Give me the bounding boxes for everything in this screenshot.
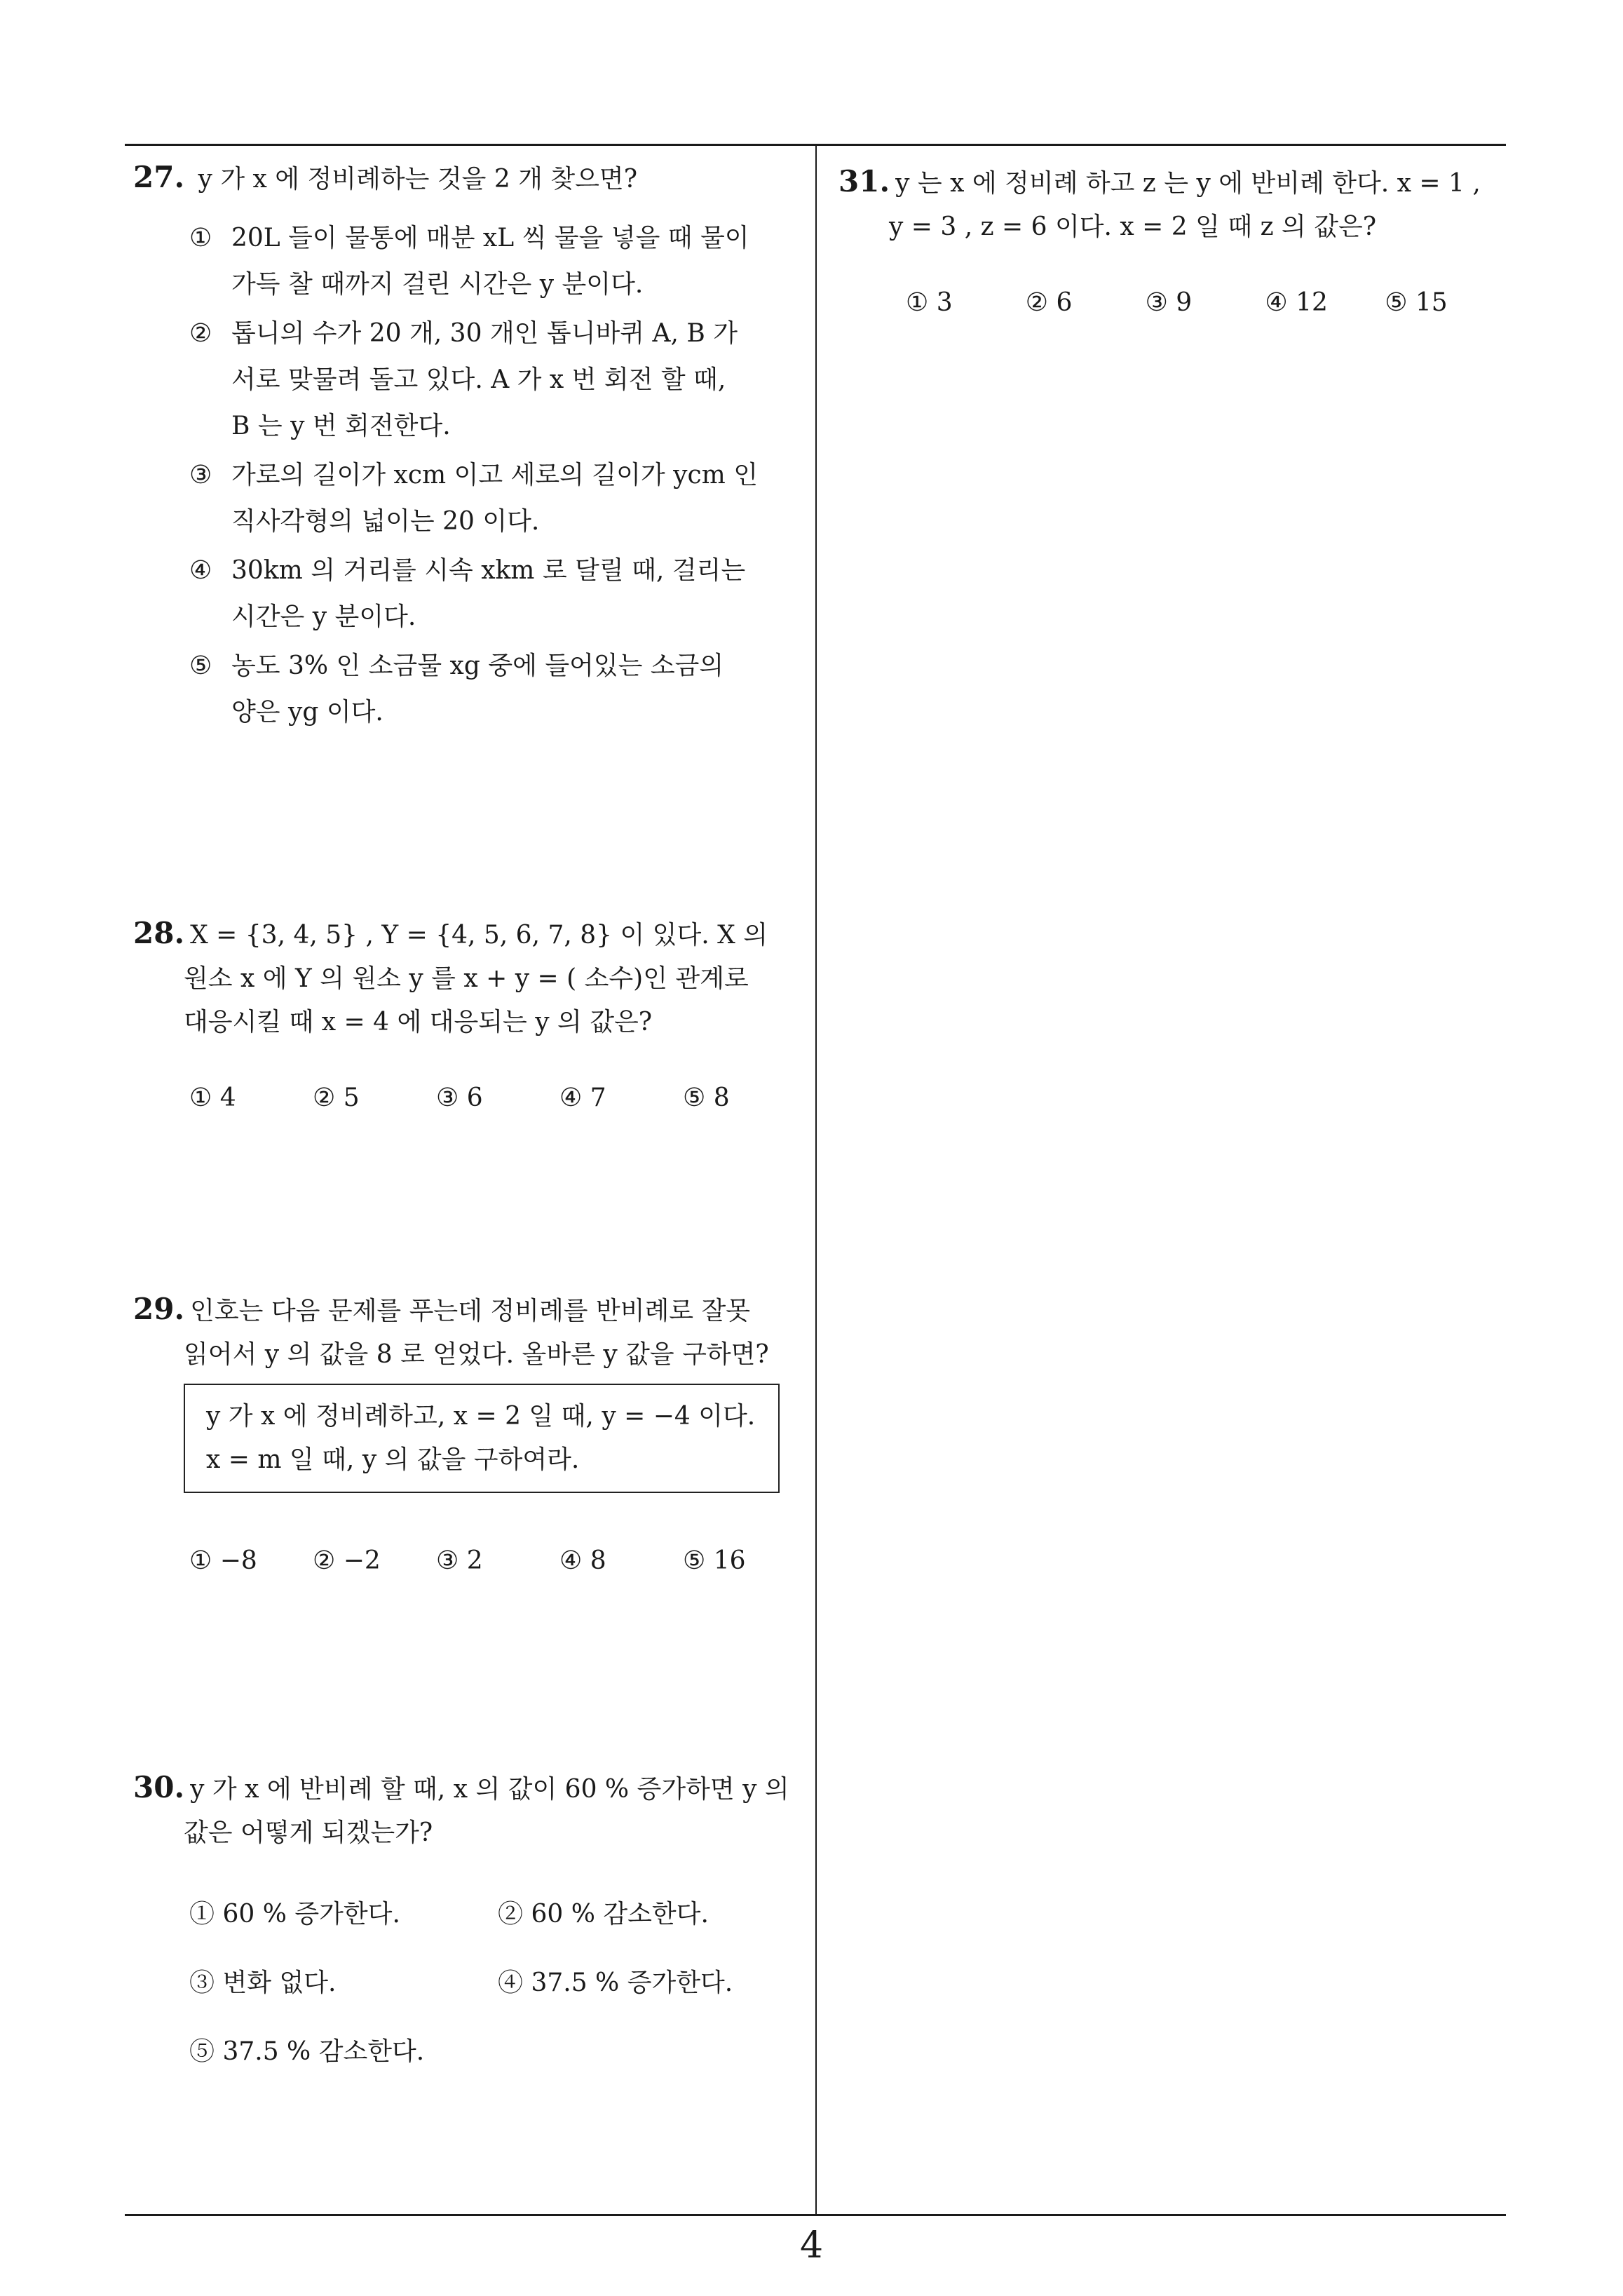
stem-line: 인호는 다음 문제를 푸는데 정비례를 반비례로 잘못 xyxy=(190,1297,751,1325)
question-27-stem-line xyxy=(133,156,806,201)
option-text: 직사각형의 넓이는 20 이다. xyxy=(231,507,540,536)
option-text: B 는 y 번 회전한다. xyxy=(231,412,451,440)
stem-line: 대응시킬 때 x = 4 에 대응되는 y 의 값은? xyxy=(184,1008,653,1036)
stem-line: y 가 x 에 반비례 할 때, x 의 값이 60 % 증가하면 y 의 xyxy=(190,1775,789,1804)
q30-choice-2[interactable]: ② 60 % 감소한다. xyxy=(498,1900,709,1929)
option-text: 서로 맞물려 돌고 있다. A 가 x 번 회전 할 때, xyxy=(231,365,726,394)
option-text: 20L 들이 물통에 매분 xL 씩 물을 넣을 때 물이 xyxy=(231,224,749,252)
q31-choice-3[interactable]: ③ 9 xyxy=(1145,288,1193,317)
q28-choices xyxy=(189,1076,806,1120)
stem-line: 읽어서 y 의 값을 8 로 얻었다. 올바른 y 값을 구하면? xyxy=(184,1340,769,1369)
question-number: 31. xyxy=(838,164,890,198)
option-text: 가로의 길이가 xcm 이고 세로의 길이가 ycm 인 xyxy=(231,461,758,489)
question-stem: y 가 x 에 정비례하는 것을 2 개 찾으면? xyxy=(198,165,638,194)
q31-choice-2[interactable]: ② 6 xyxy=(1025,288,1073,317)
question-29-stem xyxy=(133,1288,806,1333)
question-27 xyxy=(133,156,806,736)
option-text: 가득 찰 때까지 걸린 시간은 y 분이다. xyxy=(231,270,644,299)
option-text: 농도 3% 인 소금물 xg 중에 들어있는 소금의 xyxy=(231,651,724,680)
question-number: 27. xyxy=(133,160,185,194)
q29-choice-5[interactable]: ⑤ 16 xyxy=(683,1546,746,1575)
choice-mark: ① xyxy=(189,224,212,252)
q27-option-5[interactable] xyxy=(189,643,806,736)
question-number: 30. xyxy=(133,1770,185,1804)
q31-choice-4[interactable]: ④ 12 xyxy=(1265,288,1328,317)
box-line: y 가 x 에 정비례하고, x = 2 일 때, y = −4 이다. xyxy=(206,1402,756,1431)
q29-choice-2[interactable]: ② −2 xyxy=(313,1546,381,1575)
q28-choice-4[interactable]: ④ 7 xyxy=(559,1083,606,1112)
question-number: 29. xyxy=(133,1292,185,1326)
option-text: 톱니의 수가 20 개, 30 개인 톱니바퀴 A, B 가 xyxy=(231,319,738,348)
column-divider xyxy=(815,144,817,2216)
q29-choice-4[interactable]: ④ 8 xyxy=(559,1546,606,1575)
option-text: 30km 의 거리를 시속 xkm 로 달릴 때, 걸리는 xyxy=(231,556,746,585)
question-28-stem xyxy=(133,912,806,957)
q29-choice-1[interactable]: ① −8 xyxy=(189,1546,257,1575)
q28-choice-3[interactable]: ③ 6 xyxy=(436,1083,483,1112)
box-line: x = m 일 때, y 의 값을 구하여라. xyxy=(206,1445,580,1474)
option-text: 시간은 y 분이다. xyxy=(231,602,416,631)
stem-line: y 는 x 에 정비례 하고 z 는 y 에 반비례 한다. x = 1 , xyxy=(895,169,1481,198)
page-number: 4 xyxy=(799,2224,824,2267)
question-30 xyxy=(133,1766,806,2086)
q30-choice-1[interactable]: ① 60 % 증가한다. xyxy=(189,1900,400,1929)
q30-choice-row xyxy=(189,1949,806,2018)
question-29 xyxy=(133,1288,806,1583)
q28-choice-2[interactable]: ② 5 xyxy=(313,1083,360,1112)
q31-choice-5[interactable]: ⑤ 15 xyxy=(1385,288,1448,317)
question-31-stem xyxy=(838,160,1505,205)
q27-option-2[interactable] xyxy=(189,311,806,450)
stem-line: y = 3 , z = 6 이다. x = 2 일 때 z 의 값은? xyxy=(889,212,1377,241)
question-31 xyxy=(838,160,1505,325)
q30-choice-5[interactable]: ⑤ 37.5 % 감소한다. xyxy=(189,2037,425,2066)
q30-choice-4[interactable]: ④ 37.5 % 증가한다. xyxy=(498,1969,733,1997)
question-30-stem xyxy=(133,1766,806,1811)
stem-line: 값은 어떻게 되겠는가? xyxy=(184,1818,433,1847)
q27-option-4[interactable] xyxy=(189,548,806,640)
q29-problem-box xyxy=(184,1384,780,1493)
question-number: 28. xyxy=(133,916,185,950)
q27-options xyxy=(189,215,806,736)
question-28 xyxy=(133,912,806,1120)
q28-choice-5[interactable]: ⑤ 8 xyxy=(683,1083,730,1112)
q27-option-3[interactable] xyxy=(189,452,806,545)
q30-choice-3[interactable]: ③ 변화 없다. xyxy=(189,1969,337,1997)
choice-mark: ② xyxy=(189,319,212,348)
q29-choices xyxy=(189,1539,806,1583)
q29-choice-3[interactable]: ③ 2 xyxy=(436,1546,483,1575)
q30-choice-row xyxy=(189,2018,806,2086)
choice-mark: ④ xyxy=(189,556,212,585)
choice-mark: ③ xyxy=(189,461,212,489)
bottom-rule xyxy=(125,2214,1506,2216)
q31-choices xyxy=(906,281,1505,325)
option-text: 양은 yg 이다. xyxy=(231,698,383,727)
stem-line: 원소 x 에 Y 의 원소 y 를 x + y = ( 소수)인 관계로 xyxy=(184,964,749,993)
q30-choices xyxy=(189,1880,806,2086)
q27-option-1[interactable] xyxy=(189,215,806,308)
q28-choice-1[interactable]: ① 4 xyxy=(189,1083,236,1112)
q31-choice-1[interactable]: ① 3 xyxy=(906,288,953,317)
choice-mark: ⑤ xyxy=(189,651,212,680)
q30-choice-row xyxy=(189,1880,806,1949)
stem-line: X = {3, 4, 5} , Y = {4, 5, 6, 7, 8} 이 있다. X 의 xyxy=(190,921,768,950)
